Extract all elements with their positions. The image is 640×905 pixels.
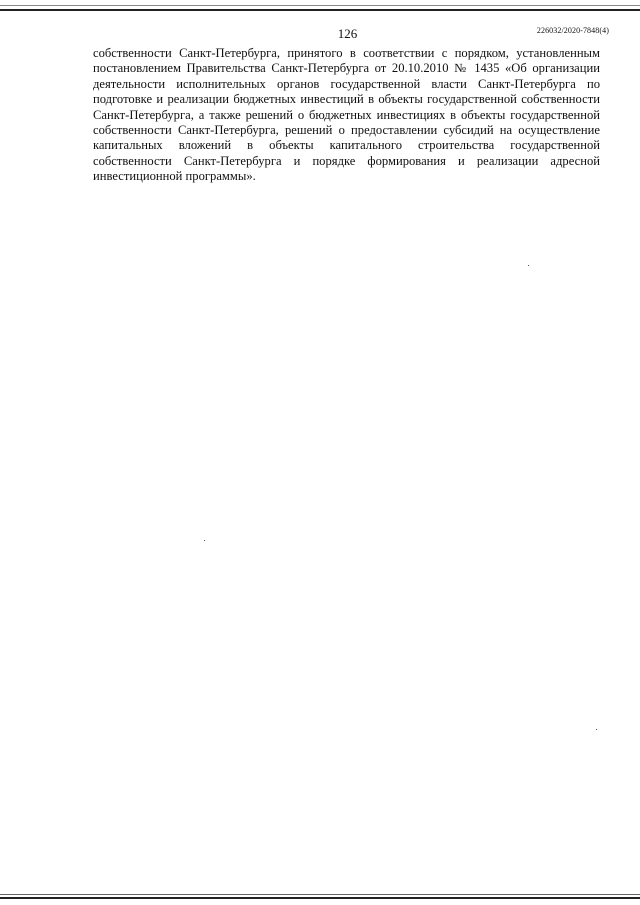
document-id: 226032/2020-7848(4) bbox=[536, 26, 609, 35]
scan-edge-line bbox=[0, 894, 640, 895]
body-paragraph: собственности Санкт-Петербурга, принятого в соответствии с порядком, установленным постановлением Правительства Санкт-Петербурга от 20.10.2010 № 1435 «Об организации деятельности исполнительных органов государственной власти Санкт-Петербурга по подготовке и реализации бюджетных инвестиций в объекты государственной собственности Санкт-Петербурга, а также решений о бюджетных инвестициях в объекты государственной собственности Санкт-Петербурга, решений о предоставлении субсидий на осуществление капитальных вложений в объекты капитального строительства государственной собственности Санкт-Петербурга и порядке формирования и реализации адресной инвестиционной программы». bbox=[93, 46, 600, 184]
document-body bbox=[93, 46, 600, 185]
scan-edge-line bbox=[0, 9, 640, 11]
scan-speck bbox=[528, 265, 529, 266]
scan-speck bbox=[204, 540, 205, 541]
scan-speck bbox=[596, 729, 597, 730]
page-number: 126 bbox=[337, 26, 358, 41]
scan-edge-line bbox=[0, 5, 640, 6]
scan-edge-line bbox=[0, 897, 640, 899]
